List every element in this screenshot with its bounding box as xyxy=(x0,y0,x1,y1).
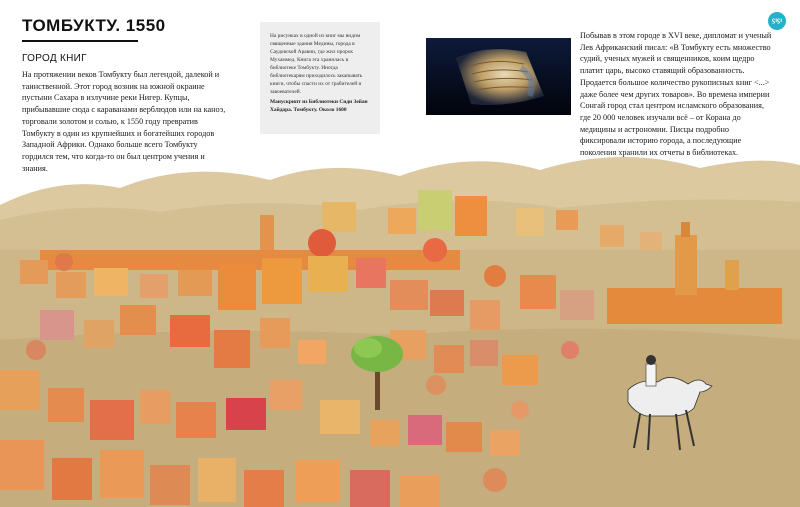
section-subtitle: ГОРОД КНИГ xyxy=(22,53,87,64)
left-paragraph: На протяжении веков Томбукту был легендой, далекой и таинственной. Этот город возник на южной окраине пустыни Сахара в излучине реки Нигер. Купцы, прибывавшие сюда с караванами верблюдов или на каноэ, торговали золотом и солью, к 1550 году превратив Томбукту в один из крупнейших и богатейших городов Западной Африки. Однако больше всего Томбукту гордился тем, что когда-то он был центром учения и знания. xyxy=(22,70,226,173)
right-paragraph: Побывав в этом городе в XVI веке, дипломат и ученый Лев Африканский писал: «В Томбукту есть множество судий, ученых мужей и священников, коим щедро платит царь, высоко ставящий образованность. Продается большое количество рукописных книг <...> даже более чем других товаров». Во времена империи Сонгай город стал центром исламского образования, где 20 000 человек изучали всё – от Корана до медицины и астрономии. Писцы подробно фиксировали историю города, а последующие поколения хранили их отчеты в библиотеках. xyxy=(580,31,772,158)
caption-text: На рисунках в одной из книг мы видим священные здания Медины, города в Саудовской Аравии, где жил пророк Мухаммед. Книга эта хранилась в библиотеке Томбукту. Иногда библиотекарям приходилось закапывать книги, чтобы спасти их от грабителей и завоевателей. xyxy=(270,33,363,95)
city-illustration xyxy=(0,140,800,507)
page-title: ТОМБУКТУ. 1550 xyxy=(22,16,166,35)
title-underline xyxy=(22,40,138,42)
caption-source: Манускрипт из Библиотеки Сиди Зейан Хайдара. Томбукту. Около 1600 xyxy=(270,99,368,113)
caption-box xyxy=(260,22,380,134)
page-number-badge: ϛιϛι xyxy=(768,12,786,30)
manuscript-photo xyxy=(426,38,571,115)
